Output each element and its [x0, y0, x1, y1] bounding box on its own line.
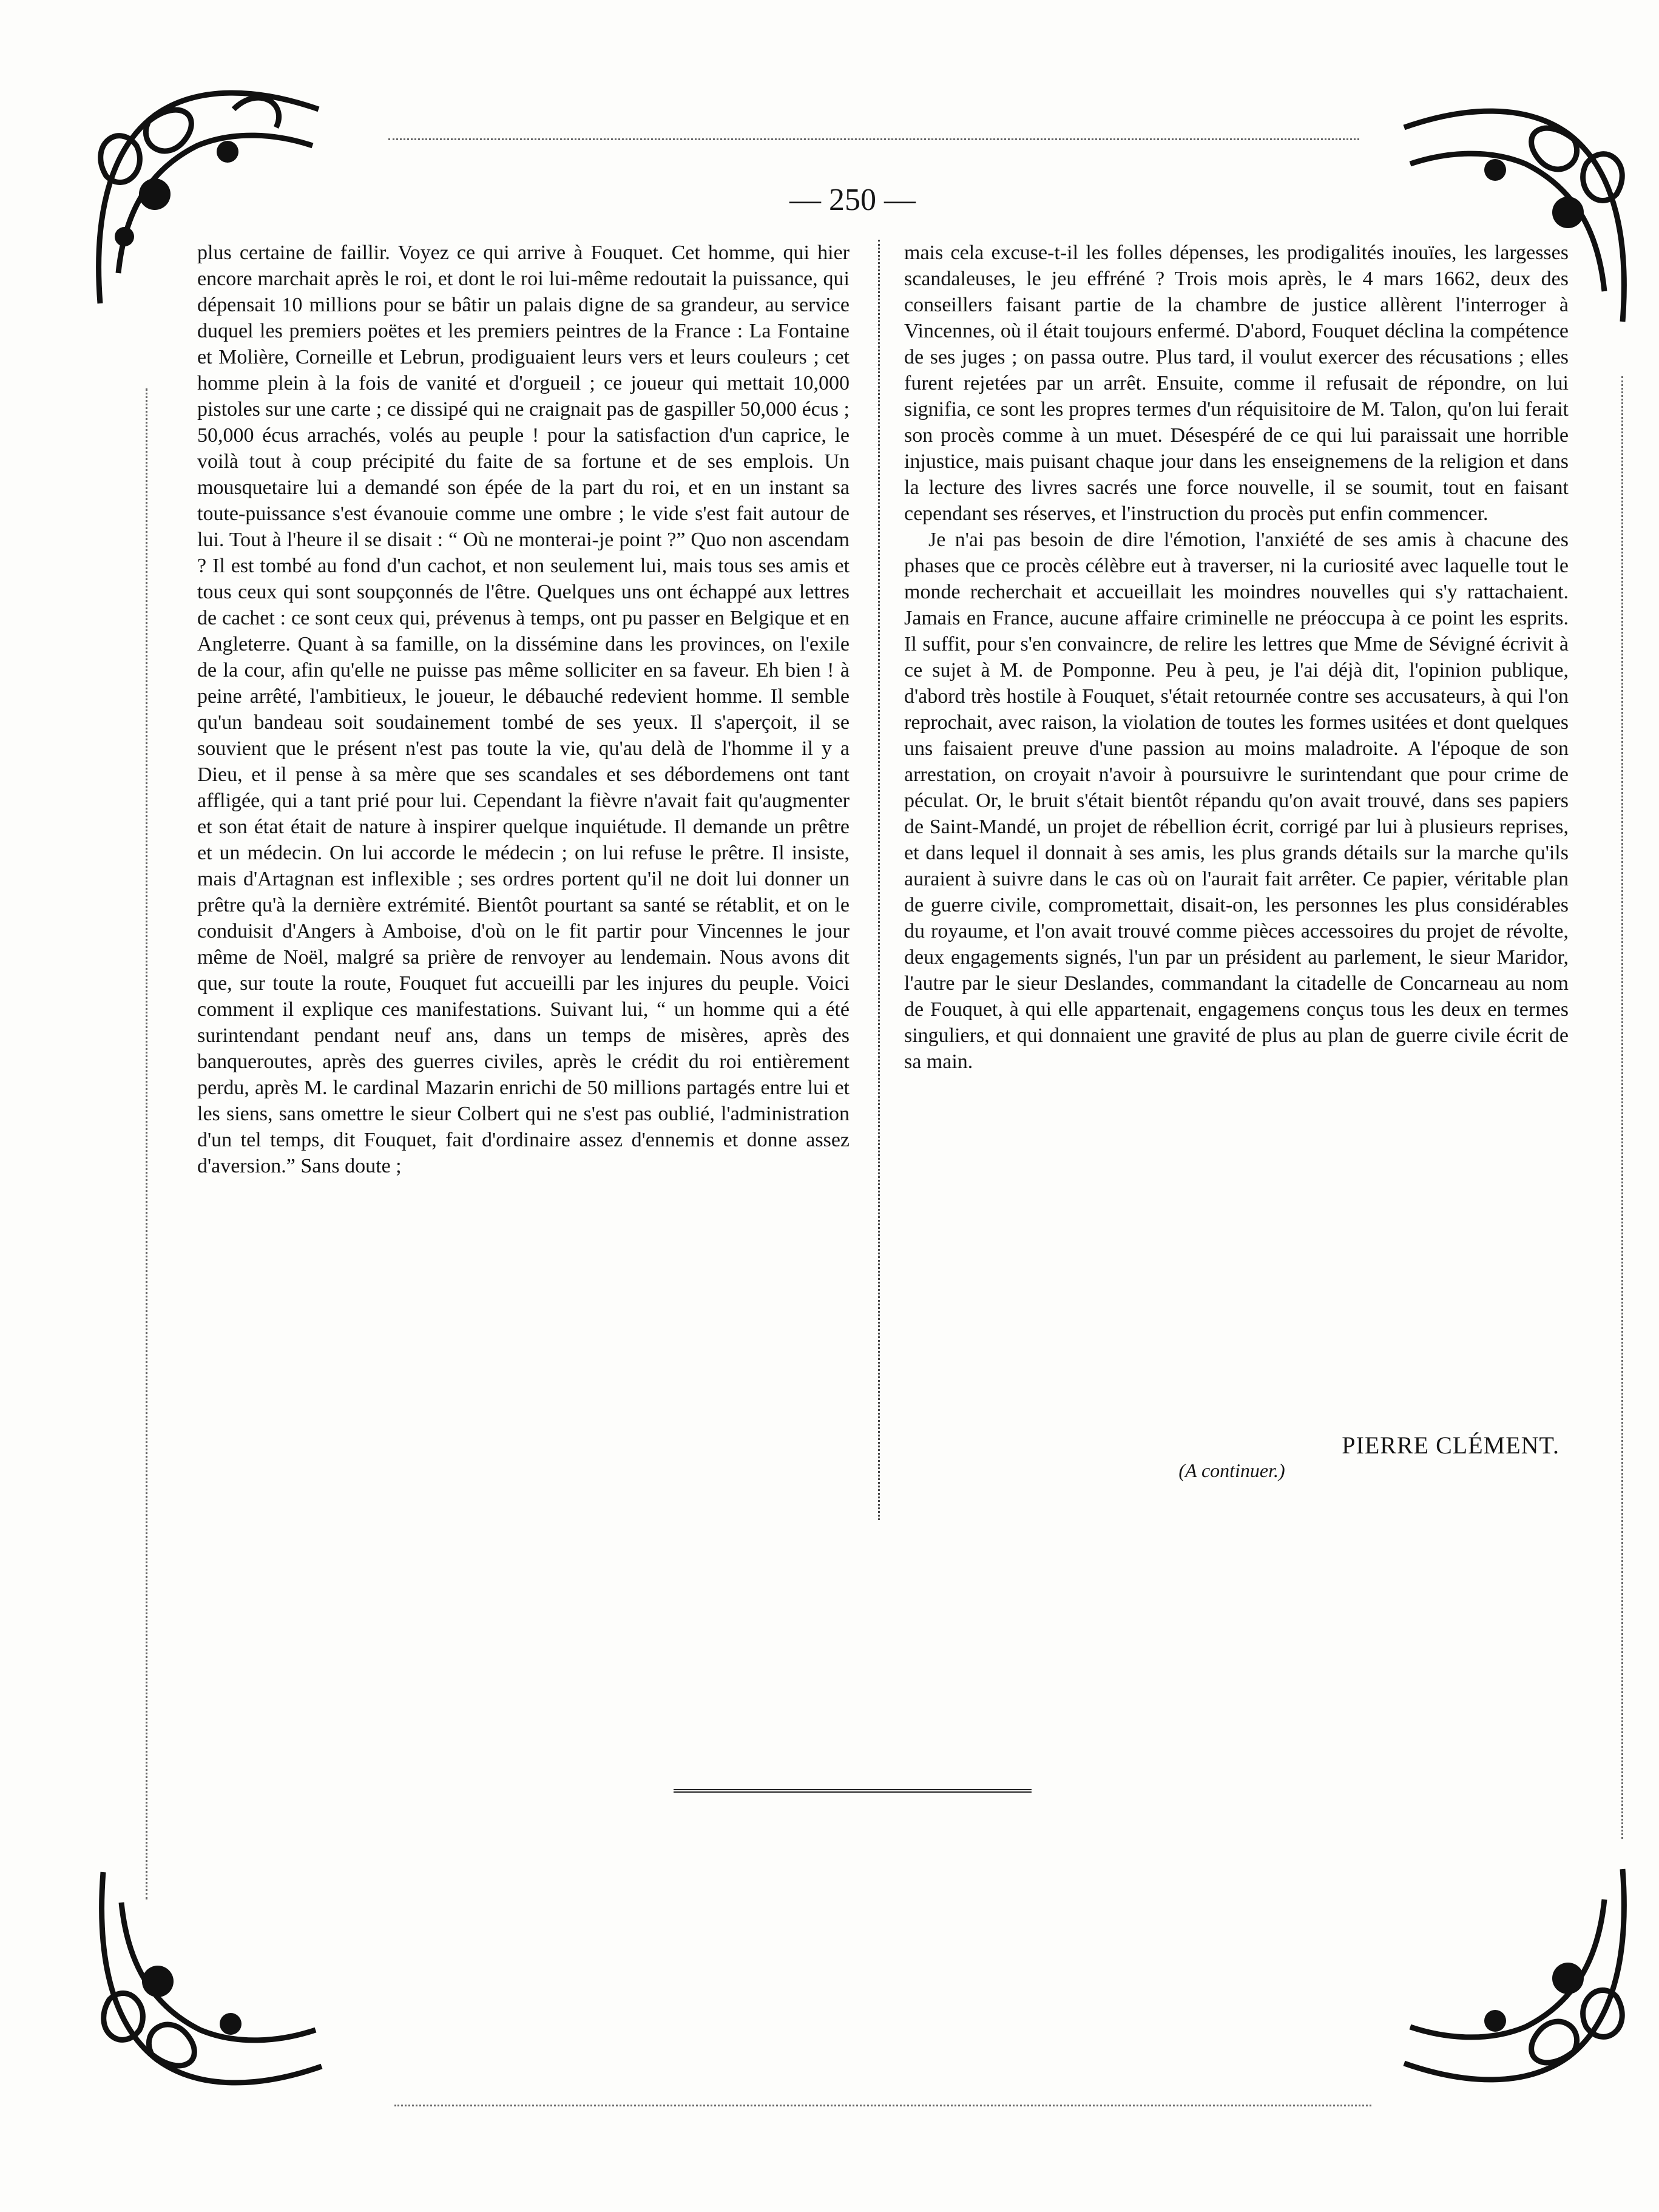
- bottom-border-rule: [394, 2105, 1371, 2106]
- corner-ornament-bottom-left-icon: [85, 1848, 340, 2103]
- paragraph: mais cela excuse-t-il les folles dépenses, les prodigalités inouïes, les largesses scandaleuses, le jeu effréné ? Trois mois après, le 4 mars 1662, deux des conseillers faisant partie de la chambre de justice allèrent l'interroger à Vincennes, où il était toujours enfermé. D'abord, Fouquet déclina la compétence de ses juges ; on passa outre. Plus tard, il voulut exercer des récusations ; elles furent rejetées par un arrêt. Ensuite, comme il refusait de répondre, on lui signifia, ce sont les propres termes d'un réquisitoire de M. Talon, qu'on lui ferait son procès comme à un muet. Désespéré de ce qui lui paraissait une horrible injustice, mais puisant chaque jour dans les enseignemens de la religion et dans la lecture des livres sacrés une force nouvelle, il se soumit, tout en faisant cependant ses réserves, et l'instruction du procès put enfin commencer.: [904, 242, 1569, 525]
- paragraph: Je n'ai pas besoin de dire l'émotion, l'anxiété de ses amis à chacune des phases que ce procès célèbre eut à traverser, ni la curiosité avec laquelle tout le monde recherchait et accueillait les moindres nouvelles qui s'y rattachaient. Jamais en France, aucune affaire criminelle ne préoccupa à ce point les esprits. Il suffit, pour s'en convaincre, de relire les lettres que Mme de Sévigné écrivit à ce sujet à M. de Pomponne. Peu à peu, je l'ai déjà dit, l'opinion publique, d'abord très hostile à Fouquet, s'était retournée contre ses accusateurs, à qui l'on reprochait, avec raison, la violation de toutes les formes usitées et dont quelques uns faisaient preuve d'une passion au moins maladroite. A l'époque de son arrestation, on croyait n'avoir à poursuivre le surintendant que pour crime de péculat. Or, le bruit s'était bientôt répandu qu'on avait trouvé, dans ses papiers de Saint-Mandé, un projet de rébellion écrit, corrigé par lui à plusieurs reprises, et dans lequel il donnait à ses amis, les plus grands détails sur la marche qu'ils auraient à suivre dans le cas où on l'aurait fait arrêter. Ce papier, véritable plan de guerre civile, compromettait, disait-on, les personnes les plus considérables du royaume, et l'on avait trouvé comme pièces accessoires du projet de révolte, deux engagements signés, l'un par un président au parlement, le sieur Maridor, l'autre par le sieur Deslandes, commandant la citadelle de Concarneau au nom de Fouquet, à qui elle appartenait, engagemens conçus tous les deux en termes singuliers, et qui donnaient une gravité de plus au plan de guerre civile écrit de sa main.: [904, 529, 1569, 1073]
- continued-note: (A continuer.): [1178, 1459, 1285, 1481]
- column-divider: [878, 240, 880, 1520]
- left-border-rule: [146, 388, 147, 1899]
- page-number: — 250 —: [789, 183, 916, 217]
- end-rule: [674, 1789, 1032, 1793]
- paragraph: plus certaine de faillir. Voyez ce qui arrive à Fouquet. Cet homme, qui hier encore marchait après le roi, et dont le roi lui-même redoutait la puissance, qui dépensait 10 millions pour se bâtir un palais digne de sa grandeur, au service duquel les premiers poëtes et les premiers peintres de la France : La Fontaine et Molière, Corneille et Lebrun, prodiguaient leurs vers et leurs couleurs ; cet homme plein à la fois de vanité et d'orgueil ; ce joueur qui mettait 10,000 pistoles sur une carte ; ce dissipé qui ne craignait pas de gaspiller 50,000 écus ; 50,000 écus arrachés, volés au peuple ! pour la satisfaction d'un caprice, le voilà tout à coup précipité du faite de sa fortune et de ses emplois. Un mousquetaire lui a demandé son épée de la part du roi, et en un instant sa toute-puissance s'est évanouie comme une ombre ; le vide s'est fait autour de lui. Tout à l'heure il se disait : “ Où ne monterai-je point ?” Quo non ascendam ? Il est tombé au fond d'un cachot, et non seulement lui, mais tous ses amis et tous ceux qui sont soupçonnés de l'être. Quelques uns ont échappé aux lettres de cachet : ce sont ceux qui, prévenus à temps, ont pu passer en Belgique et en Angleterre. Quant à sa famille, on la dissémine dans les provinces, on l'exile de la cour, afin qu'elle ne puisse pas même solliciter en sa faveur. Eh bien ! à peine arrêté, l'ambitieux, le joueur, le débauché redevient homme. Il semble qu'un bandeau soit soudainement tombé de ses yeux. Il s'aperçoit, il se souvient que le présent n'est pas toute la vie, qu'au delà de l'homme il y a Dieu, et il pense à sa mère que ses scandales et ses débordemens ont tant affligée, qui a tant prié pour lui. Cependant la fièvre n'avait fait qu'augmenter et son état était de nature à inspirer quelque inquiétude. Il demande un prêtre et un médecin. On lui accorde le médecin ; on lui refuse le prêtre. Il insiste, mais d'Artagnan est inflexible ; ses ordres portent qu'il ne doit lui donner un prêtre qu'à la dernière extrémité. Bientôt pourtant sa santé se rétablit, et on le conduisit d'Angers à Amboise, d'où on le fit partir pour Vincennes le jour même de Noël, malgré sa prière de renvoyer au lendemain. Nous avons dit que, sur toute la route, Fouquet fut accueilli par les injures du peuple. Voici comment il explique ces manifestations. Suivant lui, “ un homme qui a été surintendant pendant neuf ans, dans un temps de misères, après des banqueroutes, après des guerres civiles, après le crédit du roi entièrement perdu, après M. le cardinal Mazarin enrichi de 50 millions partagés entre lui et les siens, sans omettre le sieur Colbert qui ne s'est pas oublié, l'administration d'un tel temps, dit Fouquet, fait d'ordinaire assez d'ennemis et donne assez d'aversion.” Sans doute ;: [197, 242, 850, 1177]
- left-text-column: [197, 240, 850, 1179]
- corner-ornament-bottom-right-icon: [1386, 1845, 1641, 2100]
- author-signature: PIERRE CLÉMENT.: [1342, 1432, 1559, 1459]
- right-text-column: [904, 240, 1569, 1075]
- top-border-rule: [388, 138, 1359, 140]
- right-border-rule: [1621, 376, 1623, 1839]
